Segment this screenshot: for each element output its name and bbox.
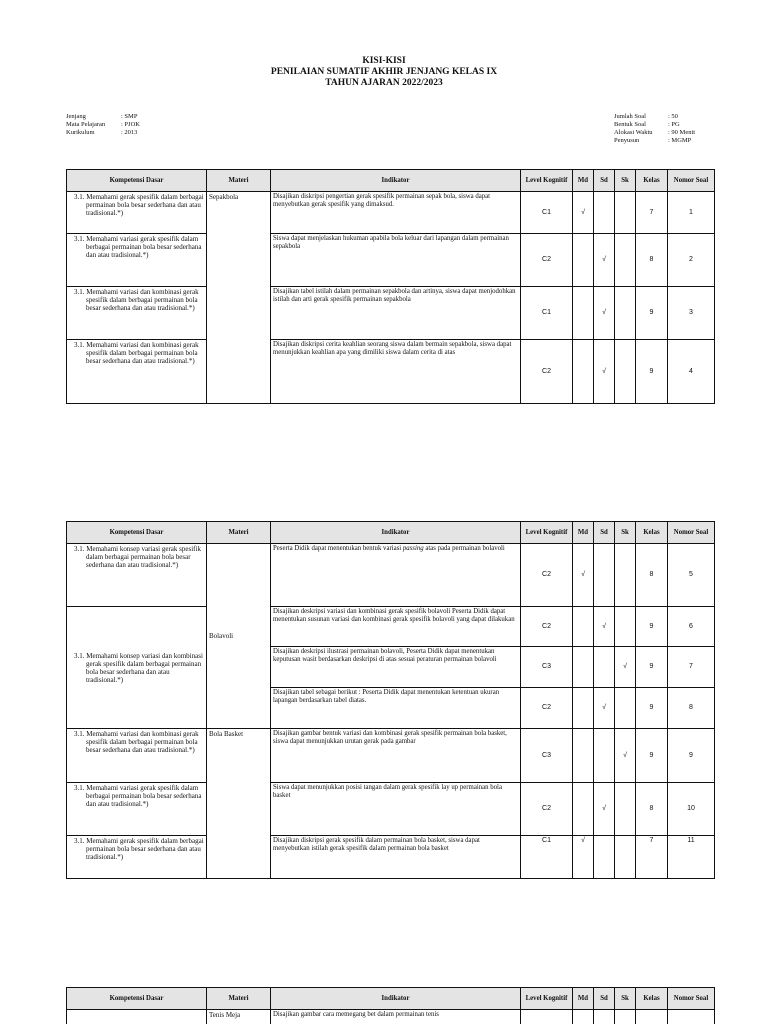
indikator-cell: Disajikan deskripsi variasi dan kombinasi gerak spesifik bolavoli Peserta Didik dapat menentukan susunan variasi dan kombinasi gerak spesifik bolavoli yang dapat dilakukan: [271, 607, 521, 647]
sd-cell: [594, 1010, 615, 1024]
md-cell: [573, 783, 594, 836]
header-kompetensi: Kompetensi Dasar: [67, 522, 207, 544]
nomor-cell: 11: [668, 836, 715, 879]
nomor-cell: 2: [668, 234, 715, 287]
meta-right: [614, 113, 695, 145]
indikator-cell: Siswa dapat menunjukkan posisi tangan dalam gerak spesifik lay up permainan bola basket: [271, 783, 521, 836]
sk-cell: [615, 607, 636, 647]
nomor-cell: 4: [668, 340, 715, 404]
meta-value: : MGMP: [668, 137, 692, 144]
table-row: [67, 783, 715, 836]
header-materi: Materi: [207, 170, 271, 192]
level-cell: C2: [521, 234, 573, 287]
sk-cell: [615, 836, 636, 879]
indikator-cell: Disajikan deskripsi ilustrasi permainan bolavoli, Peserta Didik dapat menentukan keputusan wasit berdasarkan deskripsi di atas sesuai peraturan permainan bolavoli: [271, 647, 521, 688]
sk-cell: [615, 192, 636, 234]
indikator-cell: Disajikan tabel sebagai berikut : Peserta Didik dapat menentukan ketentuan ukuran lapangan berdasarkan tabel diatas.: [271, 688, 521, 729]
meta-value: : 2013: [121, 129, 138, 136]
materi-cell: Tenis Meja: [207, 1010, 271, 1024]
kisi-table-2: [66, 521, 715, 879]
header-md: Md: [573, 988, 594, 1010]
meta-value: : PG: [668, 121, 680, 128]
table-row: [67, 340, 715, 404]
indikator-cell: Disajikan diskripsi gerak spesifik dalam permainan bola basket, siswa dapat menyebutkan istilah gerak spesifik dalam permainan bola basket: [271, 836, 521, 879]
nomor-cell: 7: [668, 647, 715, 688]
sd-check: √: [594, 340, 615, 404]
meta-label: Jenjang: [66, 113, 86, 120]
italic-term: passing: [402, 545, 424, 552]
header-level: Level Kognitif: [521, 522, 573, 544]
level-cell: C2: [521, 607, 573, 647]
header-sd: Sd: [594, 170, 615, 192]
materi-cell: Bolavoli: [207, 544, 271, 729]
sk-cell: [615, 783, 636, 836]
sd-cell: [594, 729, 615, 783]
kelas-cell: 8: [636, 234, 668, 287]
meta-value: : SMP: [121, 113, 138, 120]
kd-cell: [67, 1010, 207, 1024]
kd-cell: 3.1. Memahami variasi gerak spesifik dalam berbagai permainan bola besar sederhana dan atau tradisional.*): [67, 783, 207, 836]
nomor-cell: 1: [668, 192, 715, 234]
kelas-cell: 8: [636, 544, 668, 607]
header-materi: Materi: [207, 988, 271, 1010]
header-kelas: Kelas: [636, 170, 668, 192]
level-cell: C2: [521, 688, 573, 729]
sd-cell: [594, 192, 615, 234]
level-cell: [521, 1010, 573, 1024]
meta-label: Alokasi Waktu: [614, 129, 653, 136]
meta-label: Penyusun: [614, 137, 640, 144]
table-row: [67, 192, 715, 234]
level-cell: C2: [521, 340, 573, 404]
sk-cell: [615, 287, 636, 340]
md-cell: [573, 688, 594, 729]
nomor-cell: 9: [668, 729, 715, 783]
sk-cell: [615, 544, 636, 607]
header-kompetensi: Kompetensi Dasar: [67, 988, 207, 1010]
materi-cell: Sepakbola: [207, 192, 271, 404]
sk-cell: [615, 1010, 636, 1024]
sd-check: √: [594, 607, 615, 647]
kd-cell: 3.1. Memahami variasi gerak spesifik dalam berbagai permainan bola besar sederhana dan atau tradisional.*): [67, 234, 207, 287]
header-sk: Sk: [615, 522, 636, 544]
indikator-cell: Peserta Didik dapat menentukan bentuk variasi passing atas pada permainan bolavoli: [271, 544, 521, 607]
kelas-cell: 7: [636, 836, 668, 879]
header-kelas: Kelas: [636, 522, 668, 544]
table-header-row: [67, 522, 715, 544]
table-row: [67, 729, 715, 783]
header-sd: Sd: [594, 522, 615, 544]
header-sk: Sk: [615, 170, 636, 192]
nomor-cell: 5: [668, 544, 715, 607]
indikator-cell: Disajikan tabel istilah dalam permainan sepakbola dan artinya, siswa dapat menjodohkan istilah dan arti gerak spesifik permainan sepakbola: [271, 287, 521, 340]
meta-value: : PJOK: [121, 121, 140, 128]
nomor-cell: 6: [668, 607, 715, 647]
kisi-table-3: [66, 987, 715, 1024]
header-level: Level Kognitif: [521, 988, 573, 1010]
table-row: [67, 287, 715, 340]
kelas-cell: 9: [636, 688, 668, 729]
header-nomor: Nomor Soal: [668, 170, 715, 192]
level-cell: C2: [521, 544, 573, 607]
sk-check: √: [615, 729, 636, 783]
kd-cell: 3.1. Memahami variasi dan kombinasi gerak spesifik dalam berbagai permainan bola besar sederhana dan atau tradisional.*): [67, 340, 207, 404]
kisi-table-1: [66, 169, 715, 404]
kelas-cell: 7: [636, 192, 668, 234]
sk-cell: [615, 340, 636, 404]
level-cell: C1: [521, 287, 573, 340]
header-kelas: Kelas: [636, 988, 668, 1010]
table-row: [67, 1010, 715, 1024]
md-cell: [573, 729, 594, 783]
sk-cell: [615, 688, 636, 729]
nomor-cell: [668, 1010, 715, 1024]
kelas-cell: 9: [636, 287, 668, 340]
meta-left: [66, 113, 140, 137]
header-kompetensi: Kompetensi Dasar: [67, 170, 207, 192]
indikator-cell: Disajikan diskripsi cerita keahlian seorang siswa dalam bermain sepakbola, siswa dapat menunjukkan keahlian apa yang dimiliki siswa dalam cerita di atas: [271, 340, 521, 404]
kelas-cell: 9: [636, 729, 668, 783]
md-cell: [573, 647, 594, 688]
kelas-cell: 9: [636, 647, 668, 688]
sk-cell: [615, 234, 636, 287]
kd-cell: 3.1. Memahami variasi dan kombinasi gerak spesifik dalam berbagai permainan bola besar sederhana dan atau tradisional.*): [67, 287, 207, 340]
sd-cell: [594, 647, 615, 688]
md-check: √: [573, 544, 594, 607]
kelas-cell: 9: [636, 607, 668, 647]
level-cell: C1: [521, 836, 573, 879]
kd-cell: 3.1. Memahami gerak spesifik dalam berbagai permainan bola besar sederhana dan atau tradisional.*): [67, 836, 207, 879]
meta-label: Jumlah Soal: [614, 113, 646, 120]
kelas-cell: [636, 1010, 668, 1024]
table-row: [67, 607, 715, 647]
header-level: Level Kognitif: [521, 170, 573, 192]
sk-check: √: [615, 647, 636, 688]
kelas-cell: 8: [636, 783, 668, 836]
header-indikator: Indikator: [271, 522, 521, 544]
kd-cell: 3.1. Memahami konsep variasi gerak spesifik dalam berbagai permainan bola besar sederhana dan atau tradisional.*): [67, 544, 207, 607]
table-row: [67, 544, 715, 607]
sd-cell: [594, 836, 615, 879]
md-cell: [573, 607, 594, 647]
header-indikator: Indikator: [271, 170, 521, 192]
doc-title-3: TAHUN AJARAN 2022/2023: [325, 78, 443, 88]
kd-cell: 3.1. Memahami gerak spesifik dalam berbagai permainan bola besar sederhana dan atau tradisional.*): [67, 192, 207, 234]
table-row: [67, 836, 715, 879]
table-row: [67, 234, 715, 287]
meta-value: : 90 Menit: [668, 129, 696, 136]
header-indikator: Indikator: [271, 988, 521, 1010]
header-materi: Materi: [207, 522, 271, 544]
md-check: √: [573, 836, 594, 879]
md-cell: [573, 1010, 594, 1024]
indikator-cell: Disajikan diskripsi pengertian gerak spesifik permainan sepak bola, siswa dapat menyebutkan gerak spesifik yang dimaksud.: [271, 192, 521, 234]
sd-check: √: [594, 688, 615, 729]
indikator-cell: Siswa dapat menjelaskan hukuman apabila bola keluar dari lapangan dalam permainan sepakbola: [271, 234, 521, 287]
meta-label: Bentuk Soal: [614, 121, 646, 128]
level-cell: C2: [521, 783, 573, 836]
kelas-cell: 9: [636, 340, 668, 404]
kd-cell: 3.1. Memahami variasi dan kombinasi gerak spesifik dalam berbagai permainan bola besar sederhana dan atau tradisional.*): [67, 729, 207, 783]
nomor-cell: 8: [668, 688, 715, 729]
doc-title-2: PENILAIAN SUMATIF AKHIR JENJANG KELAS IX: [270, 67, 498, 77]
header-nomor: Nomor Soal: [668, 522, 715, 544]
nomor-cell: 10: [668, 783, 715, 836]
kd-cell: 3.1. Memahami konsep variasi dan kombinasi gerak spesifik dalam berbagai permainan bola besar sederhana dan atau tradisional.*): [67, 607, 207, 729]
md-check: √: [573, 192, 594, 234]
meta-label: Kurikulum: [66, 129, 95, 136]
table-header-row: [67, 988, 715, 1010]
level-cell: C3: [521, 647, 573, 688]
sd-cell: [594, 544, 615, 607]
header-md: Md: [573, 170, 594, 192]
materi-cell: Bola Basket: [207, 729, 271, 879]
header-sk: Sk: [615, 988, 636, 1010]
table-header-row: [67, 170, 715, 192]
header-sd: Sd: [594, 988, 615, 1010]
header-md: Md: [573, 522, 594, 544]
meta-label: Mata Pelajaran: [66, 121, 106, 128]
md-cell: [573, 340, 594, 404]
sd-check: √: [594, 287, 615, 340]
sd-check: √: [594, 234, 615, 287]
level-cell: C1: [521, 192, 573, 234]
nomor-cell: 3: [668, 287, 715, 340]
md-cell: [573, 287, 594, 340]
indikator-cell: Disajikan gambar cara memegang bet dalam permainan tenis: [271, 1010, 521, 1024]
header-nomor: Nomor Soal: [668, 988, 715, 1010]
md-cell: [573, 234, 594, 287]
doc-title-1: KISI-KISI: [362, 56, 406, 66]
sd-check: √: [594, 783, 615, 836]
indikator-cell: Disajikan gambar bentuk variasi dan kombinasi gerak spesifik permainan bola basket, siswa dapat menunjukkan urutan gerak pada gambar: [271, 729, 521, 783]
level-cell: C3: [521, 729, 573, 783]
meta-value: : 50: [668, 113, 678, 120]
